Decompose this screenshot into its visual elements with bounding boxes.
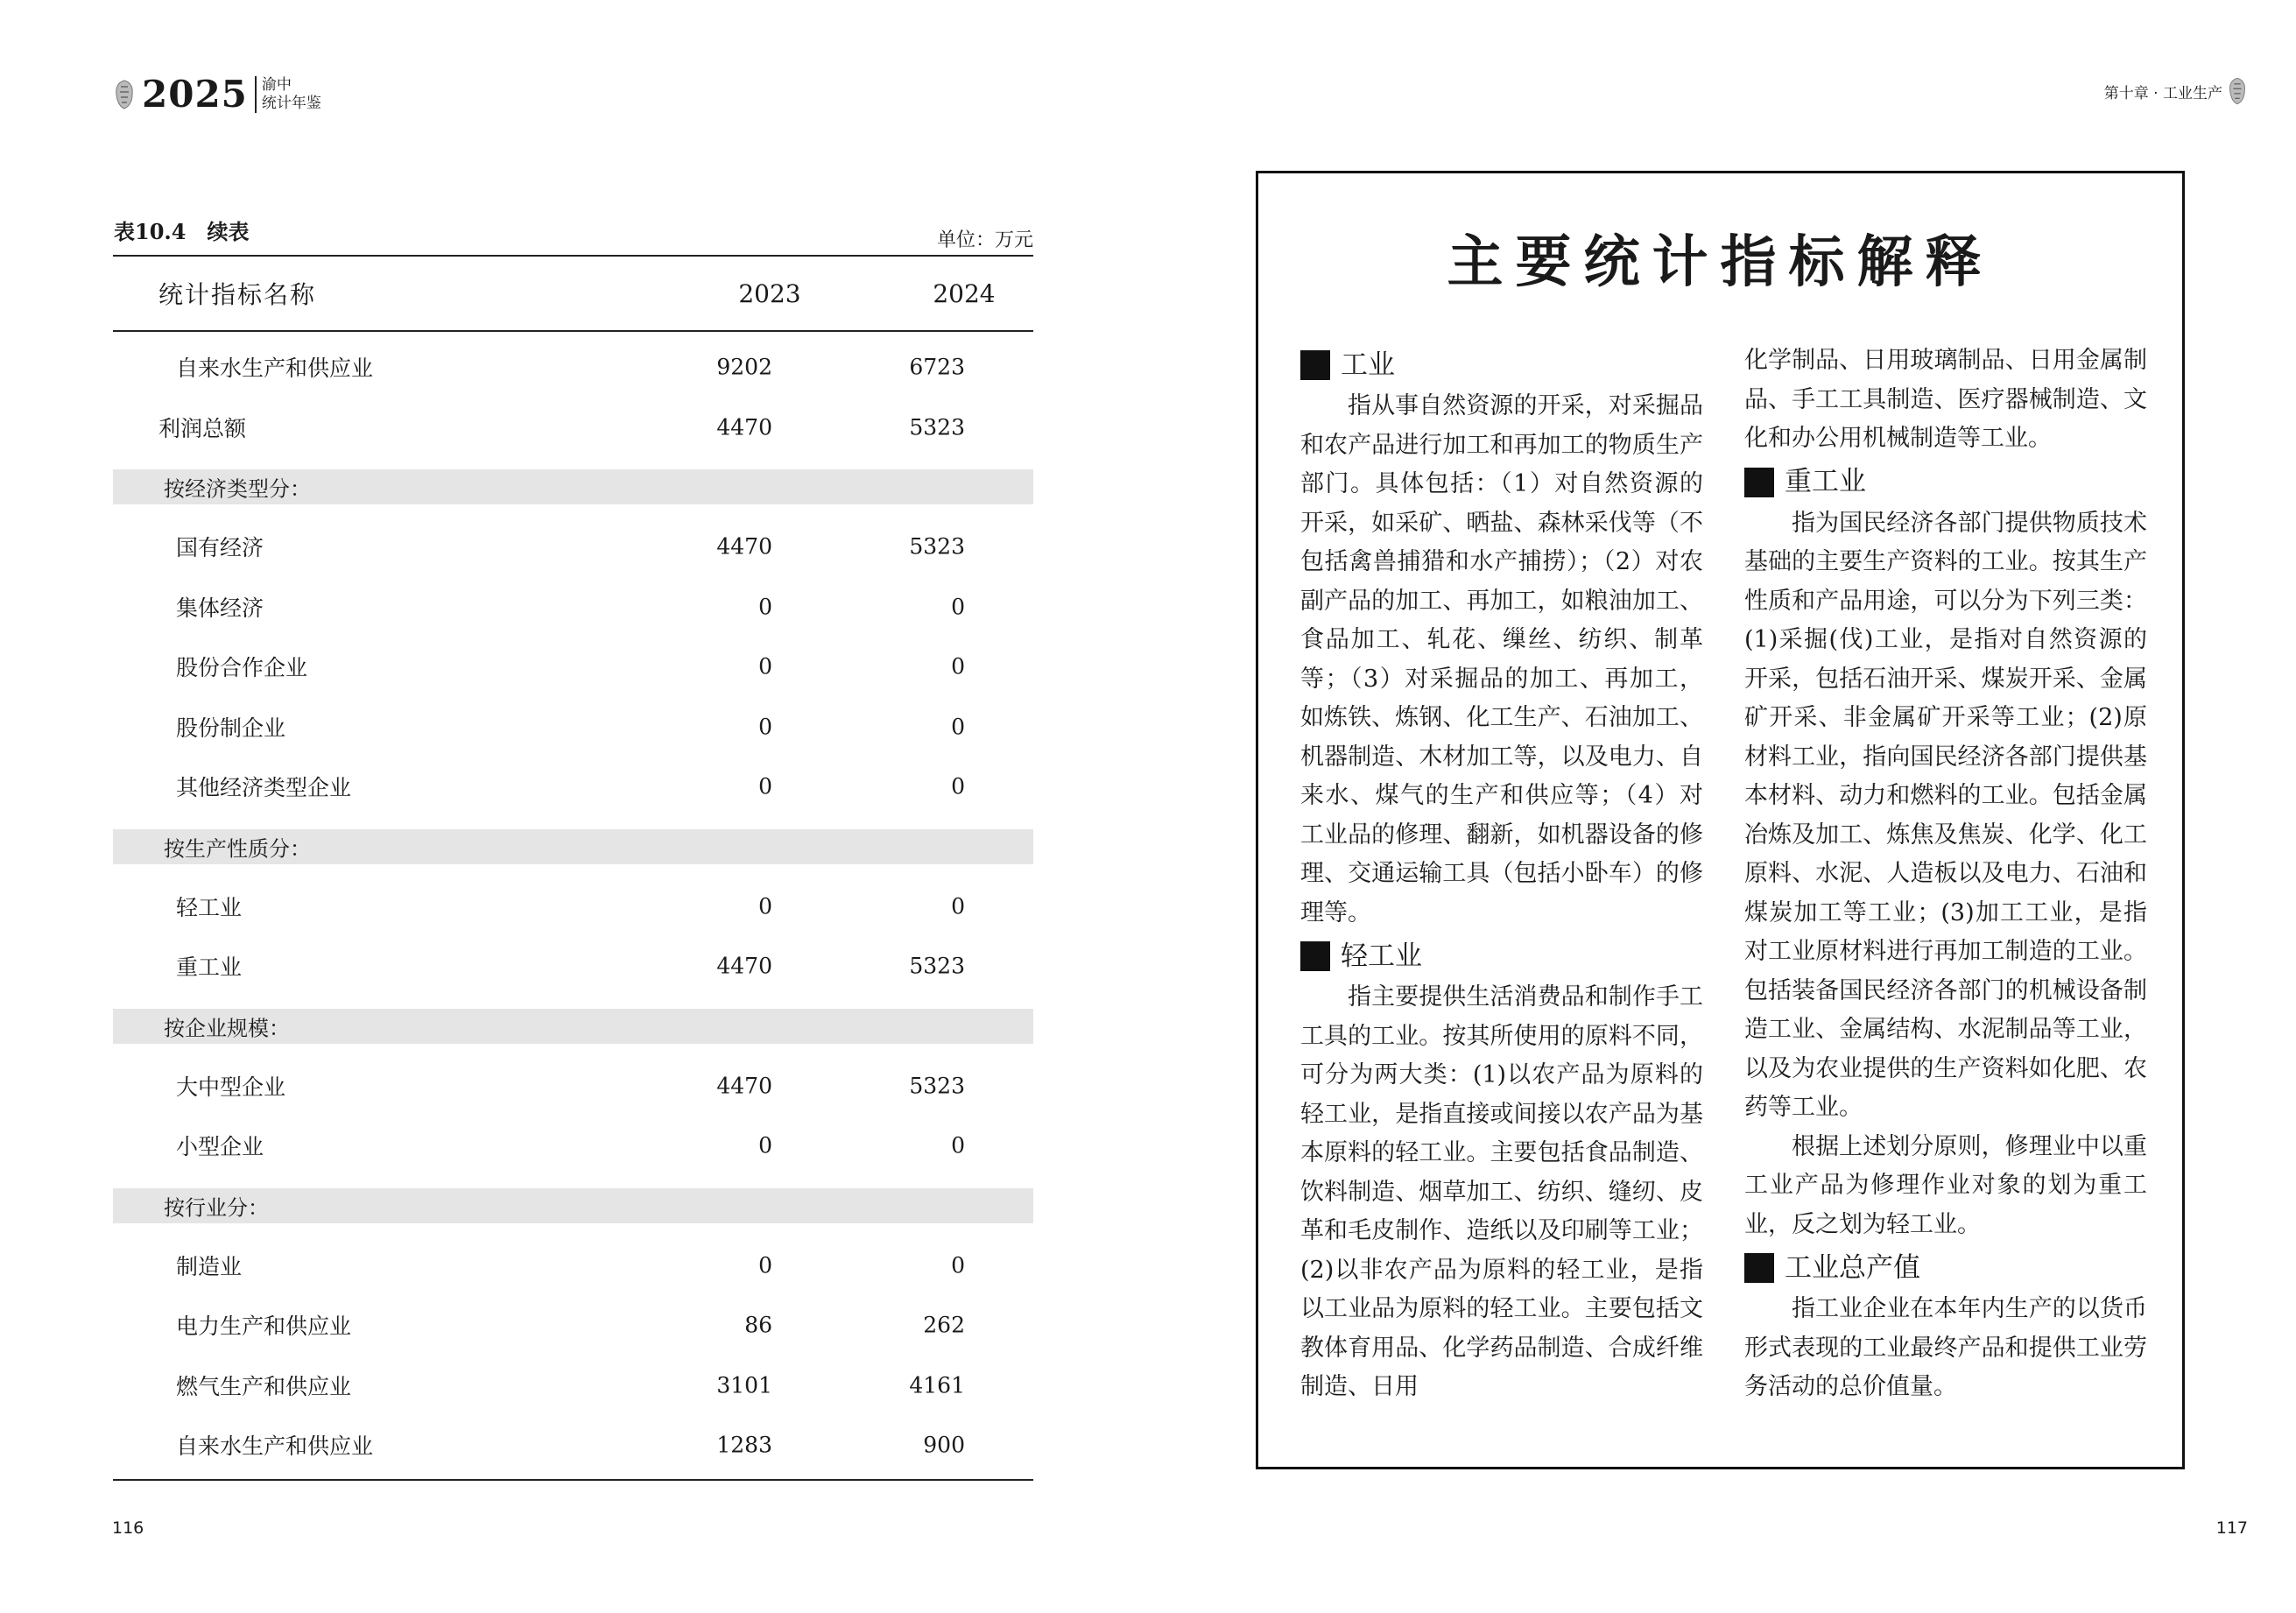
emblem-icon [2228,77,2247,105]
row-value-2024: 5323 [909,414,965,440]
table-row [113,757,1033,817]
statistics-table [113,255,1033,1481]
term-heading-light-industry [1300,934,1703,978]
table-row [113,577,1033,637]
row-name: 股份制企业 [176,715,286,741]
row-value-2023: 3101 [716,1372,772,1398]
yearbook-year: 2025 [142,73,248,116]
row-value-2024: 0 [951,1252,965,1278]
row-value-2023: 4470 [716,953,772,979]
table-unit: 单位：万元 [936,229,1033,251]
column-header-2024: 2024 [933,278,996,308]
table-row [113,1056,1033,1116]
chapter-title: 第十章 · 工业生产 [2103,84,2222,102]
section-name: 按生产性质分： [164,836,311,861]
row-value-2023: 0 [758,714,772,740]
row-value-2023: 0 [758,1252,772,1278]
table-row [113,1236,1033,1296]
row-value-2024: 0 [951,594,965,620]
square-bullet-icon [1300,350,1330,380]
term-text-gross-output: 指工业企业在本年内生产的以货币形式表现的工业最终产品和提供工业劳务活动的总价值量。 [1744,1295,2147,1400]
row-value-2023: 4470 [716,1073,772,1099]
row-name: 自来水生产和供应业 [176,1433,374,1460]
row-value-2023: 0 [758,653,772,680]
row-value-2023: 0 [758,773,772,799]
row-value-2024: 0 [951,1132,965,1159]
row-name: 集体经济 [176,595,264,621]
table-row [113,1295,1033,1356]
row-value-2023: 4470 [716,414,772,440]
term-text-industry: 指从事自然资源的开采，对采掘品和农产品进行加工和再加工的物质生产部门。具体包括：（1）对自然资源的开采，如采矿、晒盐、森林采伐等（不包括禽兽捕猎和水产捕捞）；（2）对农副产品的加工、再加工，如粮油加工、食品加工、轧花、缫丝、纺织、制革等；（3）对采掘品的加工、再加工，如炼铁、炼钢、化工生产、石油加工、机器制造、木材加工等，以及电力、自来水、煤气的生产和供应等；（4）对工业品的修理、翻新，如机器设备的修理、交通运输工具（包括小卧车）的修理等。 [1300,392,1703,926]
table-row [113,1116,1033,1176]
square-bullet-icon [1300,941,1330,971]
table-row [113,517,1033,577]
table-section-row [113,1188,1033,1223]
row-value-2023: 86 [744,1312,772,1338]
term-heading-industry [1300,343,1703,387]
row-value-2024: 0 [951,893,965,919]
yearbook-logo [114,70,321,119]
table-row [113,1356,1033,1416]
yearbook-name [262,76,321,113]
row-value-2024: 5323 [909,533,965,560]
table-section-row [113,829,1033,864]
row-value-2024: 6723 [909,354,965,380]
page-number-right: 117 [2215,1518,2248,1538]
table-row [113,936,1033,997]
row-value-2023: 0 [758,594,772,620]
row-value-2024: 0 [951,714,965,740]
definitions-box [1256,171,2185,1469]
row-value-2024: 900 [923,1432,965,1458]
row-value-2024: 5323 [909,1073,965,1099]
row-value-2024: 0 [951,653,965,680]
table-row [113,637,1033,697]
term-text-heavy-industry: 指为国民经济各部门提供物质技术基础的主要生产资料的工业。按其生产性质和产品用途，可以分为下列三类：(1)采掘(伐)工业，是指对自然资源的开采，包括石油开采、煤炭开采、金属矿开采、非金属矿开采等工业；(2)原材料工业，指向国民经济各部门提供基本材料、动力和燃料的工业。包括金属冶炼及加工、炼焦及焦炭、化学、化工原料、水泥、人造板以及电力、石油和煤炭加工等工业；(3)加工工业，是指对工业原材料进行再加工制造的工业。包括装备国民经济各部门的机械设备制造工业、金属结构、水泥制品等工业，以及为农业提供的生产资料如化肥、农药等工业。 [1744,509,2147,1121]
section-name: 按行业分： [164,1195,269,1220]
row-value-2023: 1283 [716,1432,772,1458]
row-value-2023: 0 [758,1132,772,1159]
logo-divider [255,76,257,113]
table-header-row [113,255,1033,332]
section-name: 按企业规模： [164,1016,290,1040]
term-text-light-industry-continued: 化学制品、日用玻璃制品、日用金属制品、手工工具制造、医疗器械制造、文化和办公用机械制造等工业。 [1744,347,2147,452]
square-bullet-icon [1744,468,1774,497]
term-text-light-industry: 指主要提供生活消费品和制作手工工具的工业。按其所使用的原料不同，可分为两大类：(1)以农产品为原料的轻工业，是指直接或间接以农产品为基本原料的轻工业。主要包括食品制造、饮料制造、烟草加工、纺织、缝纫、皮革和毛皮制作、造纸以及印刷等工业；(2)以非农产品为原料的轻工业，是指以工业品为原料的轻工业。主要包括文教体育用品、化学药品制造、合成纤维制造、日用 [1300,983,1703,1400]
row-value-2023: 0 [758,893,772,919]
term-text-repair-rule: 根据上述划分原则，修理业中以重工业产品为修理作业对象的划为重工业，反之划为轻工业。 [1744,1132,2147,1238]
table-row [113,697,1033,757]
right-page [1148,0,2296,1613]
row-name: 自来水生产和供应业 [176,356,374,382]
square-bullet-icon [1744,1253,1774,1283]
definitions-column-right [1744,342,2147,1407]
row-name: 轻工业 [176,894,243,920]
yearbook-name-line1: 渝中 [261,76,292,94]
row-name: 小型企业 [176,1134,264,1160]
section-name: 按经济类型分： [164,476,311,502]
row-value-2023: 9202 [716,354,772,380]
row-name: 利润总额 [158,415,247,441]
row-value-2024: 4161 [909,1372,965,1398]
term-heading-gross-output [1744,1246,2147,1290]
table-body [113,337,1033,1476]
row-name: 制造业 [176,1253,243,1279]
term-label: 工业总产值 [1785,1251,1920,1284]
row-name: 国有经济 [176,535,264,561]
row-name: 重工业 [176,954,243,981]
term-heading-heavy-industry [1744,461,2147,504]
row-value-2023: 4470 [716,533,772,560]
row-value-2024: 262 [923,1312,965,1338]
row-name: 大中型企业 [176,1074,286,1100]
table-section-row [113,1009,1033,1044]
table-row [113,1415,1033,1476]
table-row [113,398,1033,458]
row-name: 燃气生产和供应业 [176,1373,352,1399]
row-name: 其他经济类型企业 [176,775,352,801]
definitions-column-left [1300,342,1703,1407]
row-value-2024: 0 [951,773,965,799]
term-label: 工业 [1341,349,1395,381]
yearbook-name-line2: 统计年鉴 [261,95,321,112]
column-header-2023: 2023 [738,278,801,308]
row-name: 股份合作企业 [176,655,308,681]
table-title: 表10.4 续表 [114,219,250,244]
table-row [113,337,1033,398]
term-label: 重工业 [1785,466,1866,498]
row-value-2024: 5323 [909,953,965,979]
term-label: 轻工业 [1341,940,1422,972]
table-bottom-rule [113,1479,1033,1481]
page-number-left: 116 [112,1518,144,1538]
definitions-title: 主要统计指标解释 [1447,229,1994,295]
chapter-header [2104,77,2247,105]
column-header-name: 统计指标名称 [158,280,317,309]
emblem-icon [114,80,135,109]
table-row [113,877,1033,937]
row-name: 电力生产和供应业 [176,1314,352,1340]
table-section-row [113,469,1033,504]
